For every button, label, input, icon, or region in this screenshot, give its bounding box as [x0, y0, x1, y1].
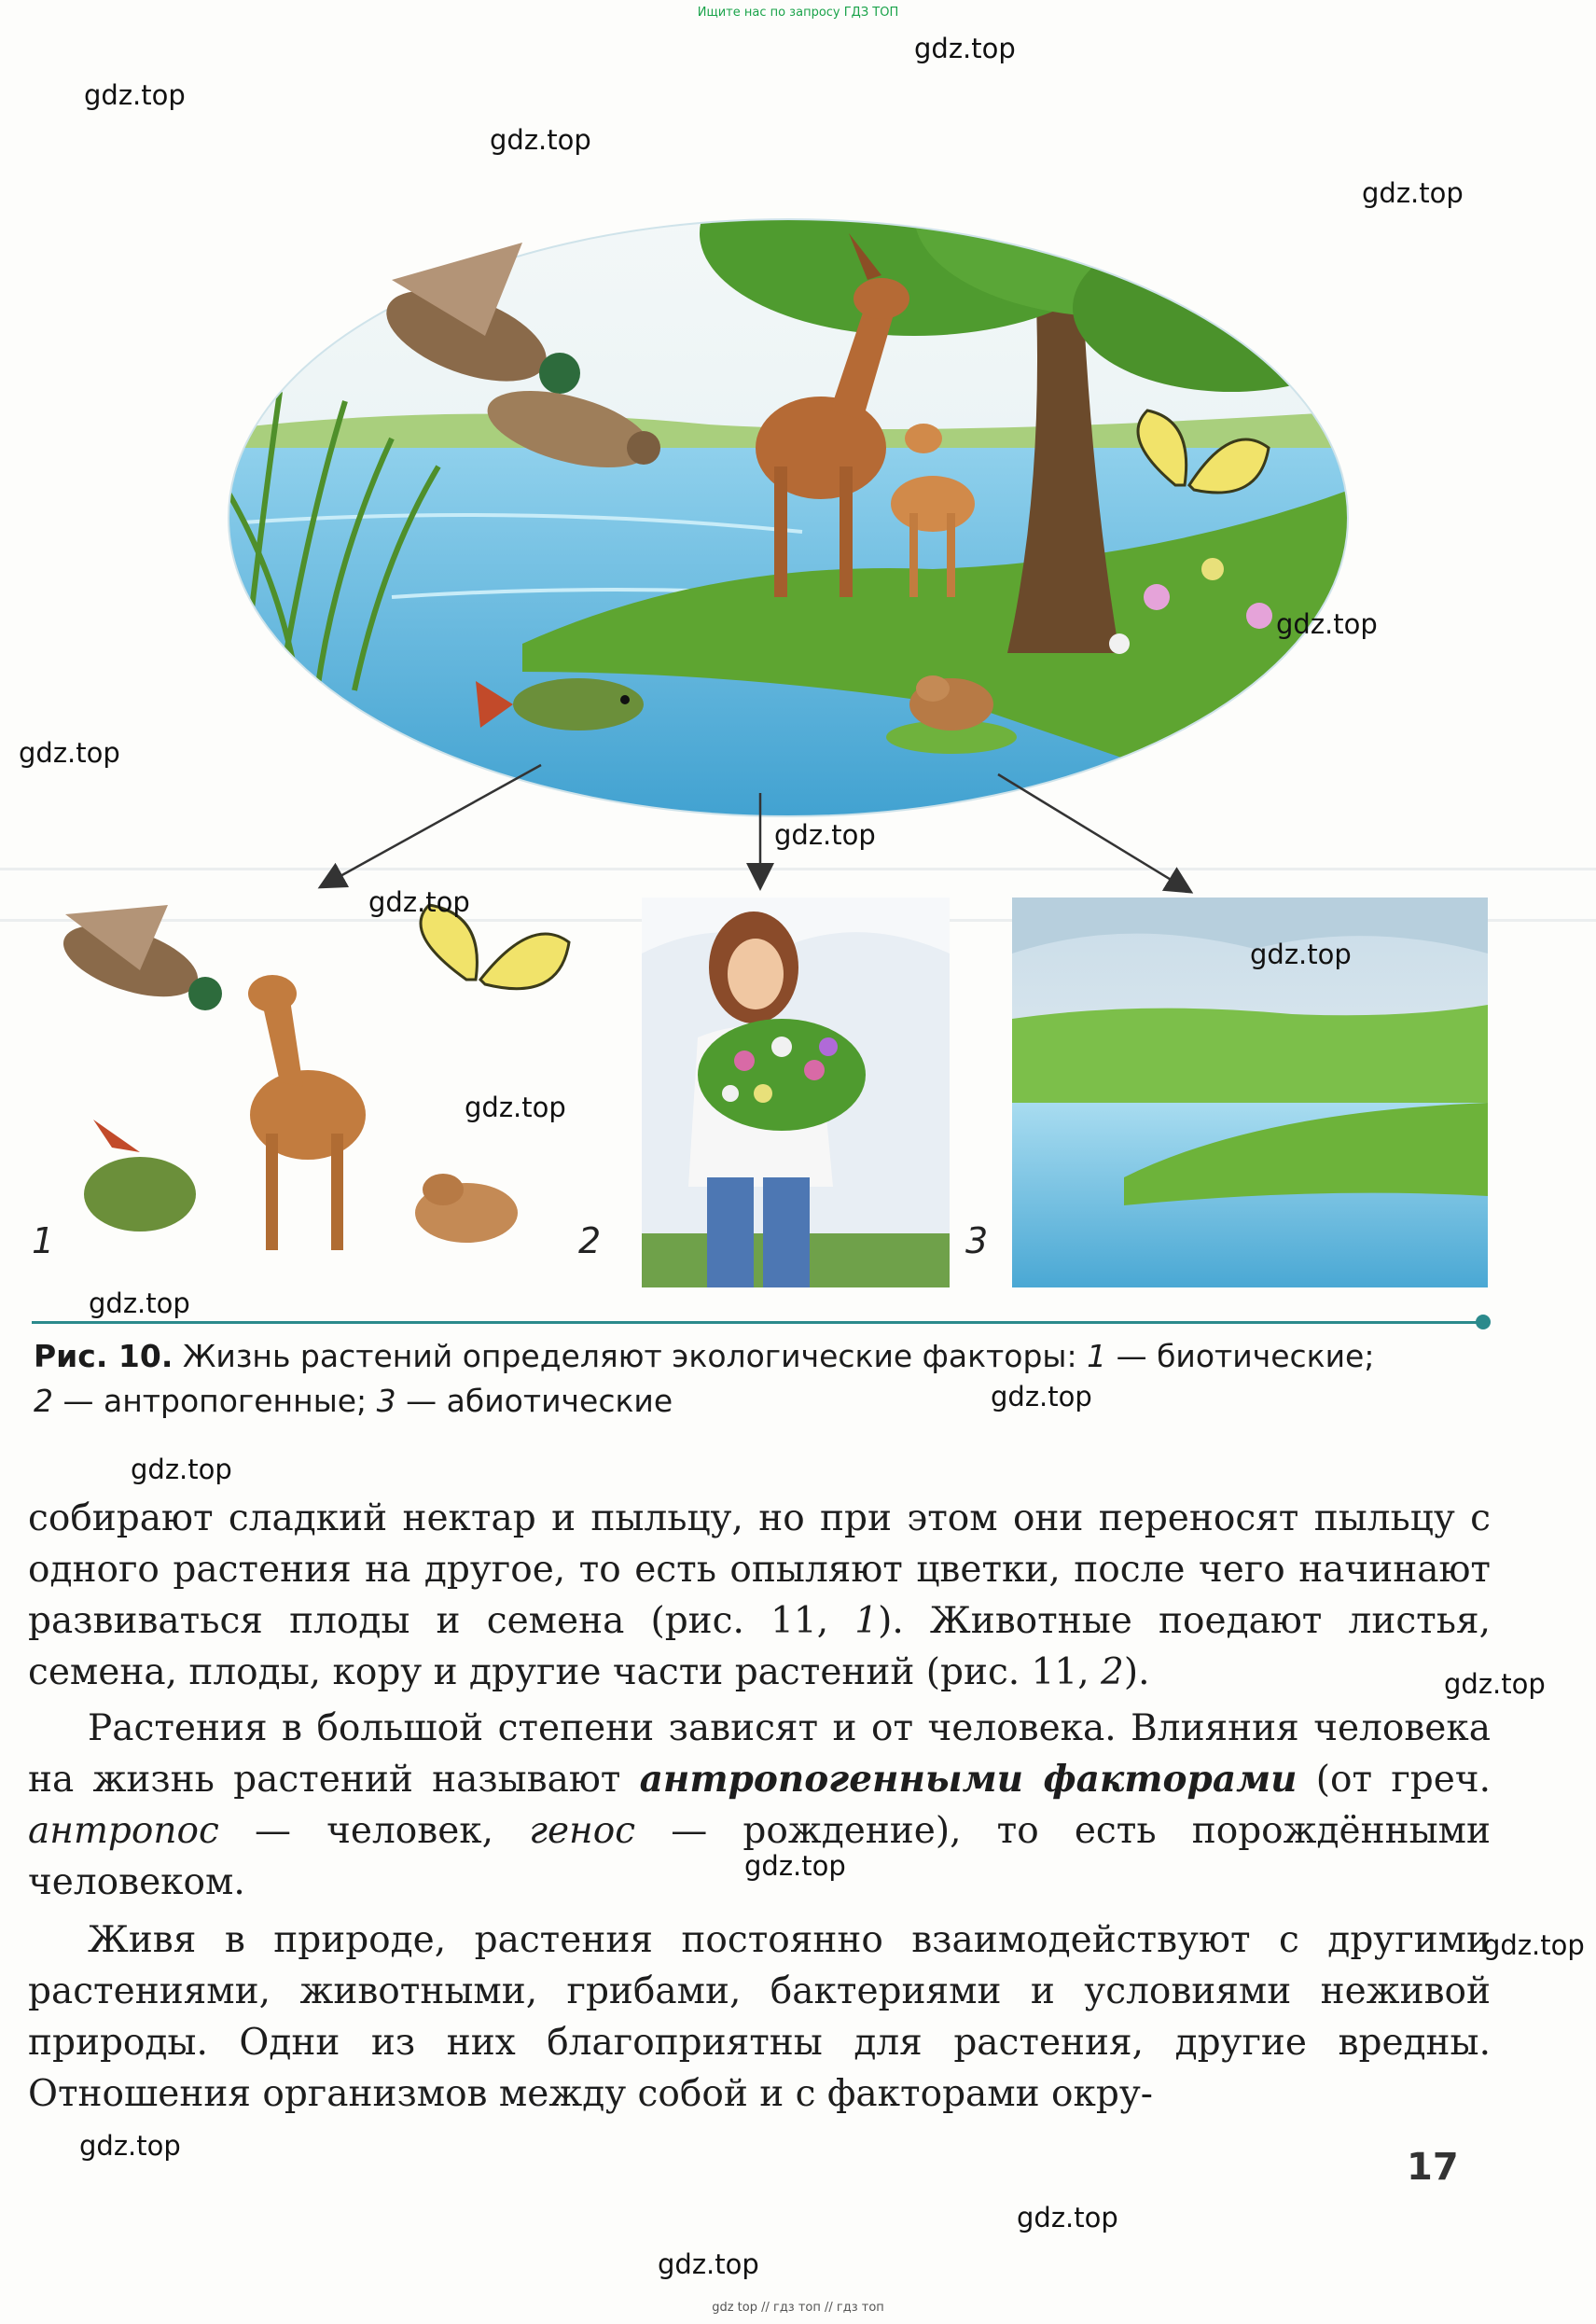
paragraph-ref-num: 2: [1101, 1651, 1124, 1693]
caption-num-3: 3: [376, 1383, 396, 1419]
watermark-text: gdz.top: [914, 33, 1016, 64]
caption-abiotic: — абиотические: [396, 1383, 673, 1419]
paragraph-text: Растения в большой степени зависят и от человека. Влияния человека на жизнь растений называют: [28, 1707, 1491, 1801]
paragraph-text: ). Животные поедают листья, семена, плоды, кору и другие части растений (рис. 11,: [28, 1600, 1491, 1693]
watermark-text: gdz.top: [774, 819, 876, 851]
paragraph-text: собирают сладкий нектар и пыльцу, но при этом они переносят пыльцу с одного растения на другое, то есть опыляют цветки, после чего начинают развиваться плоды и семена (рис. 11,: [28, 1497, 1491, 1642]
watermark-text: gdz.top: [131, 1454, 232, 1485]
panel-anthropogenic: [642, 898, 950, 1287]
paragraph-pollination: [28, 1493, 1491, 1698]
watermark-text: gdz.top: [744, 1850, 846, 1882]
paragraph-text: (от греч.: [1297, 1759, 1491, 1801]
watermark-text: gdz.top: [89, 1287, 190, 1319]
watermark-text: gdz.top: [19, 737, 120, 769]
caption-label: Рис. 10.: [34, 1338, 173, 1374]
watermark-text: gdz.top: [1276, 608, 1378, 640]
arrow-to-biotic: [322, 765, 541, 886]
paragraph-text: — рождение), то есть порождёнными человеком.: [28, 1810, 1491, 1903]
footer-note: gdz top // гдз топ // гдз топ: [712, 2301, 884, 2315]
watermark-text: gdz.top: [1250, 939, 1352, 970]
watermark-text: gdz.top: [1444, 1668, 1546, 1700]
woman-with-flowers-illustration: [642, 898, 950, 1287]
watermark-text: gdz.top: [490, 124, 591, 156]
figure-divider: [32, 1321, 1481, 1324]
caption-text: Жизнь растений определяют экологические факторы:: [173, 1338, 1088, 1374]
caption-anthropogenic: — антропогенные;: [53, 1383, 377, 1419]
header-note: Ищите нас по запросу ГДЗ ТОП: [697, 6, 899, 20]
page-number: 17: [1407, 2146, 1459, 2189]
panel-number-1: 1: [32, 1220, 55, 1261]
arrow-to-abiotic: [998, 774, 1189, 891]
watermark-text: gdz.top: [465, 1092, 566, 1123]
caption-num-2: 2: [34, 1383, 53, 1419]
paragraph-text: ).: [1123, 1651, 1150, 1693]
watermark-text: gdz.top: [991, 1381, 1092, 1412]
paragraph-interactions: [28, 1914, 1491, 2120]
paragraph-text: — человек,: [218, 1810, 530, 1852]
watermark-text: gdz.top: [658, 2248, 759, 2280]
watermark-text: gdz.top: [1483, 1929, 1585, 1961]
caption-num-1: 1: [1087, 1338, 1107, 1374]
watermark-text: gdz.top: [1017, 2202, 1118, 2234]
watermark-text: gdz.top: [84, 79, 186, 111]
panel-number-3: 3: [965, 1220, 989, 1261]
paragraph-text: Живя в природе, растения постоянно взаимодействуют с другими растениями, животными, грибами, бактериями и условиями неживой природы. Одни из них благоприятны для растения, другие вредны. Отношения организмов между собой и с факторами окру-: [28, 1919, 1491, 2115]
figure-divider-dot: [1476, 1315, 1491, 1329]
greek-word-anthropos: антропос: [28, 1810, 219, 1852]
greek-word-genos: генос: [529, 1810, 636, 1852]
watermark-text: gdz.top: [79, 2130, 181, 2162]
term-anthropogenic-factors: антропогенными факторами: [639, 1758, 1298, 1801]
paragraph-ref-num: 1: [854, 1600, 879, 1642]
watermark-text: gdz.top: [1362, 177, 1464, 209]
figure-caption: [34, 1334, 1489, 1424]
panel-number-2-label: 2: [578, 1220, 602, 1261]
watermark-text: gdz.top: [368, 886, 470, 918]
caption-biotic: — биотические;: [1106, 1338, 1375, 1374]
